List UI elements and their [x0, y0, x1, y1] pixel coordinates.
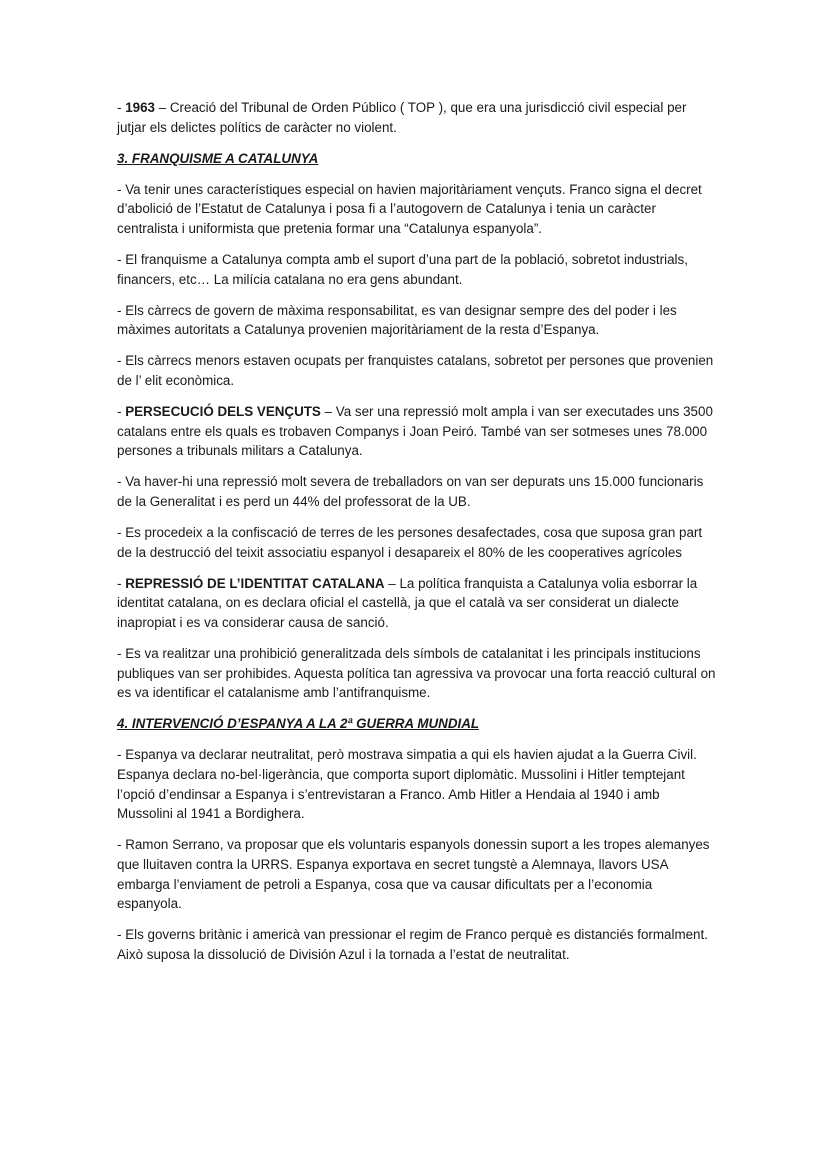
paragraph-governs-britanic-america: - Els governs britànic i americà van pressionar el regim de Franco perquè es distanciés formalment. Això suposa la dissolució de División Azul i la tornada a l’estat de neutralitat. — [117, 927, 708, 962]
paragraph-repressio-treballadors: - Va haver-hi una repressió molt severa de treballadors on van ser depurats uns 15.000 funcionaris de la Generalitat i es perd un 44% del professorat de la UB. — [117, 474, 704, 509]
paragraph-lead: REPRESSIÓ DE L’IDENTITAT CATALANA — [125, 575, 385, 591]
paragraph-lead: PERSECUCIÓ DELS VENÇUTS — [125, 404, 321, 420]
paragraph-text: Els càrrecs de govern de màxima responsabilitat, es van designar sempre des del poder i les màximes autoritats a Catalunya provenien majoritàriament de la resta d’Espanya. — [117, 302, 677, 338]
paragraph-text: Es va realitzar una prohibició generalitzada dels símbols de catalanitat i les principals institucions publiques van ser prohibides. Aquesta política tan agressiva va provocar una forta reacció cultural on es va identificar el catalanisme amb l’antifranquisme. — [117, 646, 716, 701]
paragraph-1963-top: - 1963 – Creació del Tribunal de Orden Público ( TOP ), que era una jurisdicció civil especial per jutjar els delictes polítics de caràcter no violent. — [117, 100, 687, 135]
paragraph-text: Ramon Serrano, va proposar que els voluntaris espanyols donessin suport a les tropes alemanyes que lluitaven contra la URRS. Espanya exportava en secret tungstè a Alemnaya, llavors USA embarga l’enviament de petroli a Espanya, cosa que va causar dificultats per a l’economia espanyola. — [117, 837, 710, 912]
paragraph-text: Els governs britànic i americà van pressionar el regim de Franco perquè es distanciés formalment. Això suposa la dissolució de División Azul i la tornada a l’estat de neutralitat. — [117, 927, 708, 962]
paragraph-suport-poblacio: - El franquisme a Catalunya compta amb el suport d’una part de la població, sobretot industrials, financers, etc… La milícia catalana no era gens abundant. — [117, 252, 688, 287]
paragraph-text: – Va ser una repressió molt ampla i van ser executades uns 3500 catalans entre els quals es trobaven Companys i Joan Peiró. També van ser sotmeses unes 78.000 persones a tribunals militars a Catalunya. — [117, 404, 713, 459]
paragraph-text: El franquisme a Catalunya compta amb el suport d’una part de la població, sobretot industrials, financers, etc… La milícia catalana no era gens abundant. — [117, 252, 688, 287]
paragraph-text: Es procedeix a la confiscació de terres de les persones desafectades, cosa que suposa gran part de la destrucció del teixit associatiu espanyol i desapareix el 80% de les cooperatives agrícoles — [117, 525, 703, 560]
paragraph-confiscacio-terres: - Es procedeix a la confiscació de terres de les persones desafectades, cosa que suposa gran part de la destrucció del teixit associatiu espanyol i desapareix el 80% de les cooperatives agrícoles — [117, 525, 703, 560]
paragraph-text: Va haver-hi una repressió molt severa de treballadors on van ser depurats uns 15.000 funcionaris de la Generalitat i es perd un 44% del professorat de la UB. — [117, 474, 704, 509]
paragraph-lead: 1963 — [125, 100, 155, 115]
paragraph-text: – La política franquista a Catalunya volia esborrar la identitat catalana, on es declara oficial el castellà, ja que el català va ser considerat un dialecte inapropiat i es va considerar causa de sanció. — [117, 575, 698, 630]
paragraph-text: – Creació del Tribunal de Orden Público ( TOP ), que era una jurisdicció civil especial per jutjar els delictes polítics de caràcter no violent. — [117, 100, 687, 135]
section-heading-franquisme-catalunya: 3. FRANQUISME A CATALUNYA — [117, 150, 319, 166]
document-page — [117, 98, 717, 976]
paragraph-prohibicio-simbols: - Es va realitzar una prohibició generalitzada dels símbols de catalanitat i les principals institucions publiques van ser prohibides. Aquesta política tan agressiva va provocar una forta reacció cultural on es va identificar el catalanisme amb l’antifranquisme. — [117, 646, 716, 701]
paragraph-repressio-identitat: - REPRESSIÓ DE L’IDENTITAT CATALANA – La política franquista a Catalunya volia esborrar la identitat catalana, on es declara oficial el castellà, ja que el català va ser considerat un dialecte inapropiat i es va considerar causa de sanció. — [117, 575, 698, 630]
paragraph-caracteristiques: - Va tenir unes característiques especial on havien majoritàriament vençuts. Franco signa el decret d’abolició de l’Estatut de Catalunya i posa fi a l’autogovern de Catalunya i tenia un caràcter centralista i uniformista que pretenia formar una “Catalunya espanyola”. — [117, 181, 702, 236]
paragraph-neutralitat: - Espanya va declarar neutralitat, però mostrava simpatia a qui els havien ajudat a la Guerra Civil. Espanya declara no-bel·ligerància, que comporta suport diplomàtic. Mussolini i Hitler temptejant l’opció d’endinsar a Espanya i s’entrevistaran a Franco. Amb Hitler a Hendaia al 1940 i amb Mussolini al 1941 a Bordighera. — [117, 747, 697, 822]
paragraph-text: Espanya va declarar neutralitat, però mostrava simpatia a qui els havien ajudat a la Guerra Civil. Espanya declara no-bel·ligerància, que comporta suport diplomàtic. Mussolini i Hitler temptejant l’opció d’endinsar a Espanya i s’entrevistaran a Franco. Amb Hitler a Hendaia al 1940 i amb Mussolini al 1941 a Bordighera. — [117, 747, 697, 822]
paragraph-carrecs-menors: - Els càrrecs menors estaven ocupats per franquistes catalans, sobretot per persones que provenien de l’ elit econòmica. — [117, 353, 714, 389]
paragraph-text: Els càrrecs menors estaven ocupats per franquistes catalans, sobretot per persones que provenien de l’ elit econòmica. — [117, 353, 714, 389]
paragraph-carrecs-govern: - Els càrrecs de govern de màxima responsabilitat, es van designar sempre des del poder i les màximes autoritats a Catalunya provenien majoritàriament de la resta d’Espanya. — [117, 302, 677, 338]
paragraph-text: Va tenir unes característiques especial on havien majoritàriament vençuts. Franco signa el decret d’abolició de l’Estatut de Catalunya i posa fi a l’autogovern de Catalunya i tenia un caràcter centralista i uniformista que pretenia formar una “Catalunya espanyola”. — [117, 181, 702, 236]
paragraph-persecucio-vencuts: - PERSECUCIÓ DELS VENÇUTS – Va ser una repressió molt ampla i van ser executades uns 3500 catalans entre els quals es trobaven Companys i Joan Peiró. També van ser sotmeses unes 78.000 persones a tribunals militars a Catalunya. — [117, 404, 713, 459]
paragraph-ramon-serrano: - Ramon Serrano, va proposar que els voluntaris espanyols donessin suport a les tropes alemanyes que lluitaven contra la URRS. Espanya exportava en secret tungstè a Alemnaya, llavors USA embarga l’enviament de petroli a Espanya, cosa que va causar dificultats per a l’economia espanyola. — [117, 837, 710, 912]
section-heading-intervencio-guerra: 4. INTERVENCIÓ D’ESPANYA A LA 2ª GUERRA MUNDIAL — [117, 716, 480, 732]
